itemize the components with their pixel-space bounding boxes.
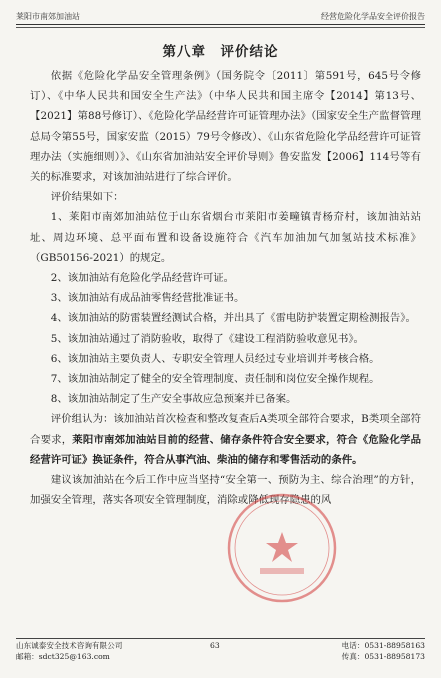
page-number: 63 [210, 641, 220, 650]
footer-rule [16, 638, 425, 639]
footer-left [16, 640, 122, 662]
header-rule-thin [16, 27, 425, 28]
paragraph-item-8: 8、该加油站制定了生产安全事故应急预案并已备案。 [50, 393, 297, 406]
paragraph-item-3: 3、该加油站有成品油零售经营批准证书。 [50, 292, 245, 305]
official-seal-stamp [226, 492, 338, 604]
header-right-text: 经营危险化学品安全评价报告 [321, 12, 425, 21]
footer-fax: 传真：0531-88958173 [341, 652, 425, 661]
paragraph-results-intro: 评价结果如下： [50, 191, 124, 204]
paragraph-item-7: 7、该加油站制定了健全的安全管理制度、责任制和岗位安全操作规程。 [50, 373, 380, 386]
page-header [16, 6, 425, 22]
paragraph-item-5: 5、该加油站通过了消防验收，取得了《建设工程消防验收意见书》。 [50, 332, 364, 345]
footer-company: 山东诚泰安全技术咨询有限公司 [16, 641, 123, 650]
conclusion-normal-text: 评价组认为：该加油站首次检查和整改复查后A类项全部符合要求，B类项全部符合要求， [30, 413, 421, 446]
header-left-text: 莱阳市南郊加油站 [16, 12, 80, 21]
header-rule [16, 24, 425, 25]
paragraph-item-2: 2、该加油站有危险化学品经营许可证。 [50, 272, 235, 285]
chapter-title: 第八章 评价结论 [162, 44, 279, 60]
footer-email: 邮箱：sdct325@163.com [16, 652, 110, 661]
page-footer [16, 640, 425, 670]
paragraph-conclusion [30, 409, 421, 470]
footer-phone: 电话：0531-88958163 [341, 641, 425, 650]
conclusion-bold-text: 莱阳市南郊加油站目前的经营、储存条件符合安全要求，符合《危险化学品经营许可证》换证条件，符合从事汽油、柴油的储存和零售活动的条件。 [30, 433, 422, 466]
document-body [30, 66, 421, 510]
paragraph-item-1: 1、莱阳市南郊加油站位于山东省烟台市莱阳市姜疃镇青杨夼村，该加油站站址、周边环境、总平面布置和设备设施符合《汽车加油加气加氢站技术标准》（GB50156-2021）的规定。 [30, 211, 421, 264]
paragraph-item-4: 4、该加油站的防雷装置经测试合格，并出具了《雷电防护装置定期检测报告》。 [50, 312, 416, 325]
paragraph-basis: 依据《危险化学品安全管理条例》（国务院令〔2011〕第591号，645号令修订）、《中华人民共和国安全生产法》（中华人民共和国主席令【2014】第13号、【2021】第88号修订）、《危险化学品经营许可证管理办法》（国家安全生产监督管理总局令第55号，国家安监（2015）79号令修改）、《山东省危险化学品经营许可证管理办法（实施细则）》、《山东省加油站安全评价导则》鲁安监发【2006】114号等有关的标准要求，对该加油站进行了综合评价。 [30, 70, 421, 184]
paragraph-item-6: 6、该加油站主要负责人、专职安全管理人员经过专业培训并考核合格。 [50, 352, 380, 365]
paragraph-recommendation: 建议该加油站在今后工作中应当坚持“安全第一、预防为主、综合治理”的方针，加强安全管理，落实各项安全管理制度，消除或降低现存隐患的风 [30, 474, 421, 507]
footer-right [342, 640, 425, 662]
